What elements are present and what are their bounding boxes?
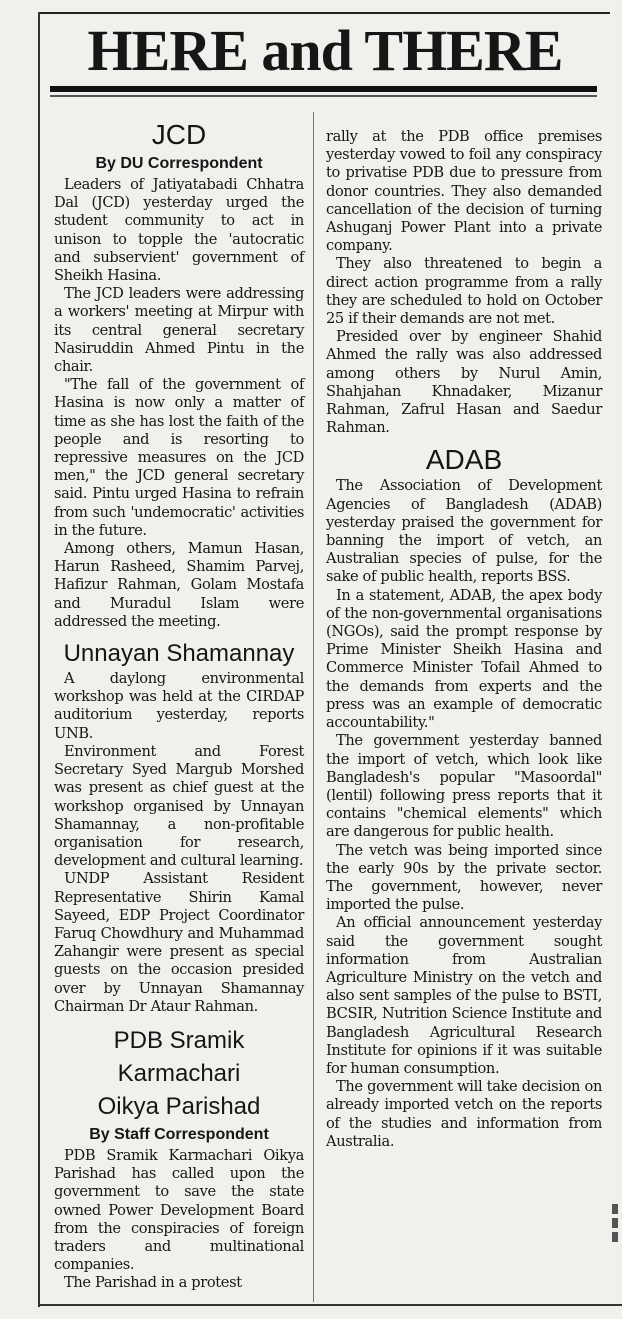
article-paragraph: PDB Sramik Karmachari Oikya Parishad has called upon the government to save the state owned Power Development Board from the conspiracies of foreign traders and multinational companies. <box>54 1146 304 1274</box>
article-paragraph: UNDP Assistant Resident Representative Shirin Kamal Sayeed, EDP Project Coordinator Faruq Chowdhury and Muhammad Zahangir were present as special guests on the occasion presided over by Unnayan Shamannay Chairman Dr Ataur Rahman. <box>54 870 304 1015</box>
article-paragraph: The Association of Development Agencies of Bangladesh (ADAB) yesterday praised the government for banning the import of vetch, an Australian species of pulse, for the sake of public health, reports BSS. <box>326 477 602 586</box>
right-column <box>326 128 602 1151</box>
article-paragraph: "The fall of the government of Hasina is now only a matter of time as she has lost the faith of the people and is resorting to repressive measures on the JCD men," the JCD general secretary said. Pintu urged Hasina to refrain from such 'undemocratic' activities in the future. <box>54 376 304 539</box>
article-unnayan-shamannay <box>54 637 304 1016</box>
article-paragraph: The Parishad in a protest <box>64 1274 242 1292</box>
article-paragraph: The vetch was being imported since the early 90s by the private sector. The government, however, never imported the pulse. <box>326 841 602 914</box>
edge-mark <box>612 1232 618 1242</box>
article-pdb-continued <box>326 128 602 437</box>
article-heading-line: Oikya Parishad <box>97 1092 261 1120</box>
article-byline: By Staff Correspondent <box>89 1125 269 1143</box>
article-byline: By DU Correspondent <box>95 155 263 172</box>
article-pdb-sramik <box>54 1024 304 1293</box>
masthead-title: HERE and THERE <box>87 18 563 83</box>
article-paragraph: The government yesterday banned the import of vetch, which look like Bangladesh's popular "Masoordal" (lentil) following press reports that it contains "chemical elements" which are dangerous for public health. <box>326 732 602 841</box>
article-paragraph: Leaders of Jatiyatabadi Chhatra Dal (JCD) yesterday urged the student community to act in unison to topple the 'autocratic and subservient' government of Sheikh Hasina. <box>54 176 304 285</box>
article-jcd <box>54 118 304 631</box>
page-frame-left-rule <box>38 12 40 1307</box>
masthead-rule-thin <box>50 95 597 97</box>
article-heading-line: Karmachari <box>117 1059 241 1087</box>
article-paragraph: The JCD leaders were addressing a workers' meeting at Mirpur with its central general secretary Nasiruddin Ahmed Pintu in the chair. <box>54 285 304 376</box>
article-paragraph: A daylong environmental workshop was held at the CIRDAP auditorium yesterday, reports UNB. <box>54 670 304 742</box>
masthead-rule-thick <box>50 86 597 92</box>
page-frame-bottom-rule <box>38 1304 622 1306</box>
article-heading-line: PDB Sramik <box>113 1026 245 1054</box>
article-paragraph: An official announcement yesterday said the government sought information from Australian Agriculture Ministry on the vetch and also sent samples of the pulse to BSTI, BCSIR, Nutrition Science Institute and Bangladesh Agricultural Research Institute for opinions if it was suitable for human consumption. <box>326 914 602 1077</box>
article-paragraph: They also threatened to begin a direct action programme from a rally they are scheduled to hold on October 25 if their demands are not met. <box>326 255 602 328</box>
article-adab <box>326 443 602 1151</box>
left-column <box>54 118 304 1293</box>
column-separator <box>313 112 314 1302</box>
article-paragraph: In a statement, ADAB, the apex body of the non-governmental organisations (NGOs), said the prompt response by Prime Minister Sheikh Hasina and Commerce Minister Tofail Ahmed to the demands from experts and the press was an example of democratic accountability." <box>326 586 602 732</box>
article-paragraph: Presided over by engineer Shahid Ahmed the rally was also addressed among others by Nurul Amin, Shahjahan Khnadaker, Mizanur Rahman, Zafrul Hasan and Saedur Rahman. <box>326 328 602 437</box>
article-paragraph: Among others, Mamun Hasan, Harun Rasheed, Shamim Parvej, Hafizur Rahman, Golam Mostafa and Muradul Islam were addressed the meeting. <box>54 540 304 630</box>
article-paragraph: Environment and Forest Secretary Syed Margub Morshed was present as chief guest at the workshop organised by Unnayan Shamannay, a non-profitable organisation for research, development and cultural learning. <box>54 742 304 870</box>
article-paragraph: The government will take decision on already imported vetch on the reports of the studies and information from Australia. <box>326 1078 602 1150</box>
edge-mark <box>612 1218 618 1228</box>
page-frame-top-rule <box>38 12 610 14</box>
article-heading: JCD <box>151 119 207 150</box>
edge-mark <box>612 1204 618 1214</box>
article-heading: ADAB <box>425 444 503 476</box>
article-paragraph: rally at the PDB office premises yesterday vowed to foil any conspiracy to privatise PDB due to pressure from donor countries. They also demanded cancellation of the decision of turning Ashuganj Power Plant into a private company. <box>326 128 602 255</box>
article-heading: Unnayan Shamannay <box>63 640 295 668</box>
adjacent-column-fragment <box>612 1200 622 1300</box>
